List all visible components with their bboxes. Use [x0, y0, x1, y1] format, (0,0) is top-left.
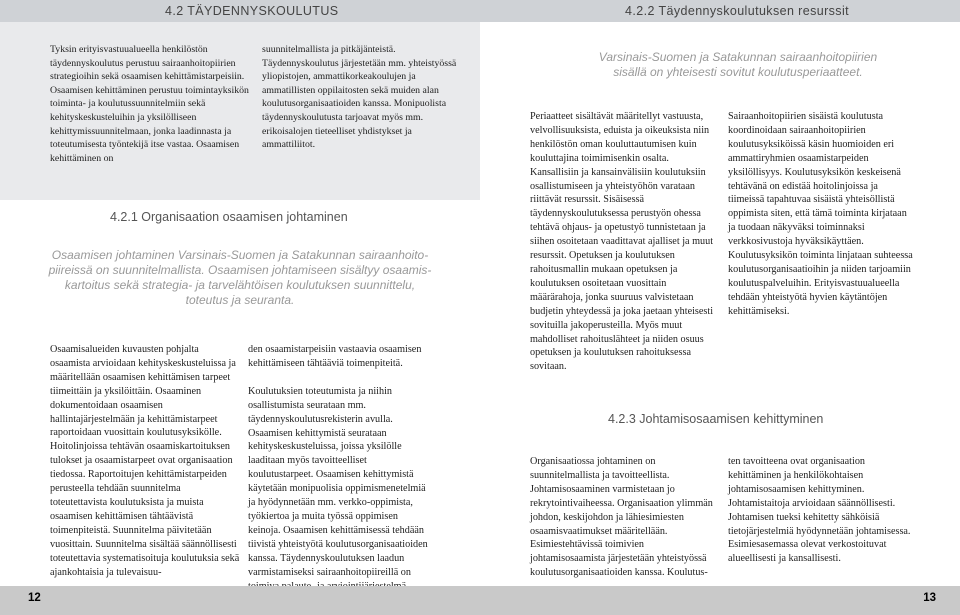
body-paragraph: Sairaanhoitopiirien sisäistä koulutusta koordinoidaan sairaanhoitopiirien koulutusyksiköissä käsin huomioiden eri ammattiryhmien osaamistarpeiden yksilöllisyys. Koulutusyksikön keskeisenä tehtävänä on edistää hoitolinjoissa ja tiimeissä tapahtuvaa sisäistä yhteisöllistä oppimista siten, että tämä toiminta kirjataan ja tuodaan näkyväksi toiminnaksi verkkosivustoja hyväksikäyttäen. Koulutusyksikön toiminta linjataan suhteessa koulutusorganisaatioihin ja niiden tarjoamiin koulutuspalveluihin. Erityisvastuualueella tehdään yhteistyötä hyvien käytäntöjen kehittämiseksi.: [728, 111, 913, 317]
body-column-2: [248, 343, 433, 593]
body-paragraph: ten tavoitteena ovat organisaation kehittäminen ja henkilökohtaisen johtamisosaamisen kehittyminen. Johtamistaitoja arvioidaan säännöllisesti. Johtamisen tueksi kehitetty sähköisiä tietojärjestelmiä hyödynnetään johtamisessa. Esimiesasemassa olevat verkostoituvat alueellisesti ja kansallisesti.: [728, 456, 911, 565]
body-paragraph: Osaamisalueiden kuvausten pohjalta osaamista arvioidaan kehityskeskusteluissa ja määritellään osaamisen kehittämisen tarpeet tiimeittäin ja yksilöittäin. Osaaminen dokumentoidaan osaamisen hallintajärjestelmään ja kehittämistarpeet raportoidaan vuosittain koulutusyksikölle. Hoitolinjoissa tehtävän osaamiskartoituksen tulokset ja osaamistarpeet ovat organisaation tiedossa. Raportoitujen kehittämistarpeiden perusteella tehdään suunnitelma toteutettavista koulutuksista ja muista osaamisen kehittämisen tähtäävistä toimenpiteistä. Suunnitelma päivitetään vuosittain. Suunnitelma sisältää säännöllisesti toteutettavia systematisoituja koulutuksia sekä ajankohtaisia ja tulevaisuu-: [50, 344, 240, 578]
lead-line: kartoitus sekä strategia- ja tarvelähtöisen koulutuksen suunnittelu,: [64, 278, 416, 292]
body-paragraph: den osaamistarpeisiin vastaavia osaamisen kehittämiseen tähtääviä toimenpiteitä.: [248, 344, 422, 369]
intro-column-1: [50, 43, 250, 165]
page-number-right: 13: [923, 592, 936, 604]
header-band-left: [0, 0, 480, 22]
section-heading-4-2-3: 4.2.3 Johtamisosaamisen kehittyminen: [608, 412, 824, 426]
page-number-left: 12: [28, 592, 41, 604]
body-paragraph: Koulutuksien toteutumista ja niihin osallistumista seurataan mm. täydennyskoulutusrekisterin avulla. Osaamisen kehittymistä seurataan kehityskeskusteluissa, joissa yksilölle laaditaan myös tavoitteelliset koulutustarpeet. Osaamisen kehittymistä käytetään monipuolisia oppimismenetelmiä ja hyödynnetään mm. verkko-oppimista, työkiertoa ja muita työssä oppimisen keinoja. Osaamisen kehittämisessä tehdään tiivistä yhteistyötä koulutusorganisaatioiden kanssa. Täydennyskoulutuksen laadun varmistamiseksi sairaanhoitopiireillä on: [248, 385, 428, 578]
lead-line: toteutus ja seuranta.: [185, 293, 295, 307]
lead-line: Varsinais-Suomen ja Satakunnan sairaanhoitopiirien: [598, 50, 878, 64]
header-right-title: 4.2.2 Täydennyskoulutuksen resurssit: [625, 4, 850, 18]
principles-column-2: [728, 110, 914, 319]
intro-column-2: [262, 43, 462, 152]
intro-paragraph-1: Tyksin erityisvastuualueella henkilöstön täydennyskoulutus perustuu sairaanhoitopiirien strategioihin sekä osaamisen kehittämistarpeisiin. Osaamisen kehittäminen perustuu toimintayksikön toiminta- ja koulutussuunnitelmiin sekä kehityskeskusteluihin ja yksilölliseen kehittymissuunnitelmaan, jonka laadinnasta ja toteutumisesta työntekijä itse vastaa. Osaamisen kehittäminen on: [50, 44, 249, 164]
principles-column-1: [530, 110, 716, 374]
lead-line: piireissä on suunnitelmallista. Osaamisen johtamiseen sisältyy osaamis-: [48, 263, 432, 277]
lead-line: sisällä on yhteisesti sovitut koulutusperiaatteet.: [613, 65, 863, 79]
footer-band-left: [0, 586, 480, 615]
body-column-1: [50, 343, 240, 579]
leadership-column-1: [530, 455, 718, 580]
footer-band-right: [480, 586, 960, 615]
lead-line: Osaamisen johtaminen Varsinais-Suomen ja Satakunnan sairaanhoito-: [51, 248, 429, 262]
intro-paragraph-2: suunnitelmallista ja pitkäjänteistä. Täydennyskoulutus järjestetään mm. yhteistyössä yliopistojen, ammattikorkeakoulujen ja ammatillisten oppilaitosten sekä muiden alan koulutusorganisaatioiden kanssa. Monipuolista täydennyskoulutusta tarjoavat myös mm. erikoisalojen tieteelliset yhdistykset ja ammattiliitot.: [262, 44, 457, 151]
lead-quote-right: [548, 50, 928, 80]
right-page: [480, 0, 960, 615]
header-left-title: 4.2 TÄYDENNYSKOULUTUS: [165, 4, 339, 18]
body-paragraph: Organisaatiossa johtaminen on suunnitelmallista ja tavoitteellista. Johtamisosaaminen varmistetaan jo rekrytointivaiheessa. Organisaation ylimmän johdon, keskijohdon ja lähiesimiesten osaamisvaatimukset määritellään. Esimiestehtävissä toimivien johtamisosaamista järjestetään yhteistyössä koulutusorganisaatioiden kanssa. Koulutus-: [530, 456, 713, 579]
body-paragraph: Periaatteet sisältävät määritellyt vastuusta, velvollisuuksista, eduista ja oikeuksista niin henkilöstön oman kouluttautumisen kuin kouluttajina toimimisenkin osalta. Kansallisiin ja kansainvälisiin koulutuksiin osallistumiseen ja yhteistyöhön varataan riittävät resurssit. Sisäisessä täydennyskoulutuksessa perustyön ohessa tehtävä ohjaus- ja opetustyö tunnistetaan ja siihen osoitetaan vaadittavat ajalliset ja muut resurssit. Opetuksen ja koulutuksen rahoitusmallin mukaan opetuksen ja koulutuksen osoitetaan vuosittain määrärahoja, jonka suuruus valvistetaan budjetin yhteydessä ja joka jaetaan yhteisesti sovituilla jakoperusteilla. Myös muut mahdolliset rahoituslähteet ja niiden osuus opetuksen ja koulutuksen rahoituksessa sovitaan.: [530, 111, 714, 373]
header-band-right: [480, 0, 960, 22]
leadership-column-2: [728, 455, 914, 566]
lead-quote-left: [44, 248, 436, 308]
section-heading-4-2-1: 4.2.1 Organisaation osaamisen johtaminen: [110, 210, 348, 224]
